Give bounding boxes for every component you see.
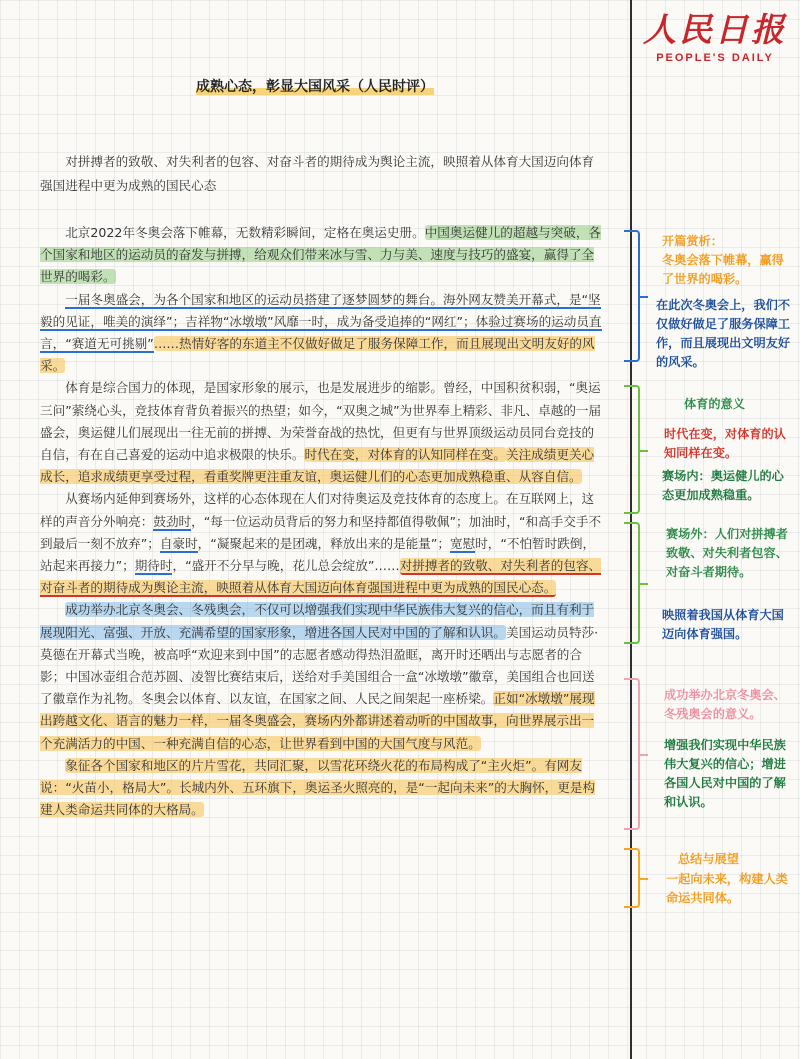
highlight-orange-underline-red: 对拼搏者的致敬、对失利者的包容、对奋斗者的期待成为舆论主流，映照着从体育大国迈向体育强国进程中更为成熟的国民心态。: [40, 558, 602, 596]
bracket-outside-field: [624, 522, 640, 644]
highlight-orange: 正如“冰墩墩”展现出跨越文化、语言的魅力一样，一届冬奥盛会，赛场内外都讲述着动听的中国故事，向世界展示出一个充满活力的中国、一种充满自信的心态，让世界看到中国的大国气度与风范。: [40, 691, 595, 751]
bracket-meaning: [624, 385, 640, 514]
note-significance-heading: 成功举办北京冬奥会、冬残奥会的意义。: [664, 688, 786, 721]
highlight-orange: 象征各个国家和地区的片片雪花，共同汇聚，以雪花环绕火花的布局构成了“主火炬”。有网友说：“火苗小，格局大”。长城内外、五环旗下，奥运圣火照亮的，是“一起向未来”的大胸怀，更是构建人类命运共同体的大格局。: [40, 757, 596, 818]
logo-chinese: 人民日报: [643, 10, 787, 49]
highlight-green: 中国奥运健儿的超越与突破，各个国家和地区的运动员的奋发与拼搏，给观众们带来冰与雪、力与美、速度与技巧的盛宴，赢得了全世界的喝彩。: [40, 225, 601, 285]
note-opening-heading: 开篇赏析：: [662, 234, 723, 248]
paragraph-5: 成功举办北京冬奥会、冬残奥会，不仅可以增强我们实现中华民族伟大复兴的信心，而且有利于展现阳光、富强、开放、充满希望的国家形象，增进各国人民对中国的了解和认识。美国运动员特莎·莫德在开幕式当晚，被高呼“欢迎来到中国”的志愿者感动得热泪盈眶，离开时还晒出与志愿者的合影；中国冰壶组合范苏圆、凌智比赛结束后，送给对手美国组合一盒“冰墩墩”徽章，美国组合也回送了徽章作为礼物。冬奥会以体育、以友谊，在国家之间、人民之间架起一座桥梁。正如“冰墩墩”展现出跨越文化、语言的魅力一样，一届冬奥盛会，赛场内外都讲述着动听的中国故事，向世界展示出一个充满活力的中国、一种充满自信的心态，让世界看到中国的大国气度与风范。: [40, 602, 599, 751]
peoples-daily-logo: [640, 8, 790, 74]
article-title: 成熟心态，彰显大国风采（人民时评）: [196, 79, 434, 95]
highlight-orange: 时代在变，对体育的认知同样在变。: [304, 447, 506, 463]
underline-keyword: 自豪时: [159, 535, 198, 551]
note-meaning-heading: 体育的意义: [684, 397, 745, 411]
note-meaning-change: 时代在变，对体育的认知同样在变。: [664, 427, 786, 460]
note-outside-field: 赛场外：人们对拼搏者致敬、对失利者包容、对奋斗者期待。: [666, 527, 788, 579]
paragraph-2: [40, 289, 605, 378]
logo-english: PEOPLE'S DAILY: [656, 52, 774, 64]
note-opening-detail: 在此次冬奥会上，我们不仅做好做足了服务保障工作，而且展现出文明友好的风采。: [656, 298, 791, 369]
underline-blue: 一届冬奥盛会，为各个国家和地区的运动员搭建了逐梦圆梦的舞台。海外网友赞美开幕式，是“坚毅的见证，唯美的演绎”；吉祥物“冰墩墩”风靡一时，成为备受追捧的“网红”；体验过赛场的运动员直言，“赛道无可挑剔”: [40, 291, 602, 352]
note-summary-detail: 一起向未来，构建人类命运共同体。: [666, 872, 788, 905]
note-outside-reflection: 映照着我国从体育大国迈向体育强国。: [662, 608, 784, 641]
article-body: [40, 222, 605, 821]
note-meaning-inside: 赛场内：奥运健儿的心态更加成熟稳重。: [662, 469, 784, 502]
article-lead: 对拼搏者的致敬、对失利者的包容、对奋斗者的期待成为舆论主流，映照着从体育大国迈向体育强国进程中更为成熟的国民心态: [40, 154, 595, 193]
paragraph-3: 体育是综合国力的体现，是国家形象的展示，也是发展进步的缩影。曾经，中国积贫积弱，“奥运三问”萦绕心头，竞技体育背负着振兴的热望；如今，“双奥之城”为世界奉上精彩、非凡、卓越的一届盛会，奥运健儿们展现出一往无前的拼搏、为荣誉奋战的热忱，但更有与世界顶级运动员同台竞技的自信，有在自己喜爱的运动中追求极限的快乐。时代在变，对体育的认知同样在变。关注成绩更关心成长，追求成绩更享受过程，看重奖牌更注重友谊，奥运健儿们的心态更加成熟稳重、从容自信。: [40, 380, 602, 485]
note-significance-detail: 增强我们实现中华民族伟大复兴的信心；增进各国人民对中国的了解和认识。: [664, 738, 786, 809]
note-summary-heading: 总结与展望: [678, 852, 739, 866]
note-opening-summary: 冬奥会落下帷幕，赢得了世界的喝彩。: [662, 253, 784, 286]
underline-keyword: 鼓劲时: [153, 513, 192, 529]
highlight-orange: 关注成绩更关心成长，追求成绩更享受过程，看重奖牌更注重友谊，奥运健儿们的心态更加成熟稳重、从容自信。: [40, 447, 595, 485]
bracket-significance: [624, 678, 640, 830]
highlight-orange: ……热情好客的东道主不仅做好做足了服务保障工作，而且展现出文明友好的风采。: [40, 336, 595, 374]
paragraph-6: [40, 755, 605, 822]
underline-keyword: 宽慰: [450, 535, 476, 551]
paragraph-1: 北京2022年冬奥会落下帷幕，无数精彩瞬间，定格在奥运史册。中国奥运健儿的超越与突破，各个国家和地区的运动员的奋发与拼搏，给观众们带来冰与雪、力与美、速度与技巧的盛宴，赢得了全世界的喝彩。: [40, 225, 601, 285]
highlight-blue: 成功举办北京冬奥会、冬残奥会，不仅可以增强我们实现中华民族伟大复兴的信心，而且有利于展现阳光、富强、开放、充满希望的国家形象，增进各国人民对中国的了解和认识。: [40, 602, 595, 640]
bracket-summary: [624, 848, 640, 908]
bracket-opening: [624, 230, 640, 362]
paragraph-4: 从赛场内延伸到赛场外，这样的心态体现在人们对待奥运及竞技体育的态度上。在互联网上，这样的声音分外响亮：鼓劲时，“每一位运动员背后的努力和坚持都值得敬佩”；加油时，“和高手交手不到最后一刻不放弃”；自豪时，“凝聚起来的是团魂，释放出来的是能量”；宽慰时，“不怕暂时跌倒，站起来再接力”；期待时，“盛开不分早与晚，花儿总会绽放”……对拼搏者的致敬、对失利者的包容、对奋斗者的期待成为舆论主流，映照着从体育大国迈向体育强国进程中更为成熟的国民心态。: [40, 491, 602, 596]
underline-keyword: 期待时: [134, 558, 173, 574]
